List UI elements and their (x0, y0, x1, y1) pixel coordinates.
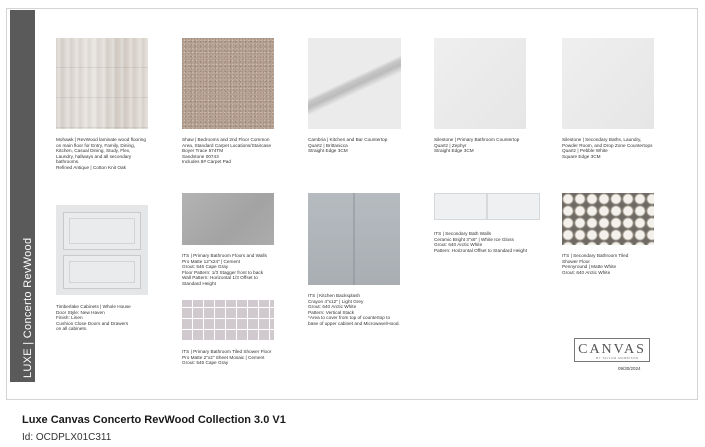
carpet-swatch (182, 38, 274, 129)
board-date: 09/30/2024 (618, 366, 641, 371)
collection-title: Luxe Canvas Concerto RevWood Collection 3.0 V1 (22, 414, 286, 426)
shower-mosaic-caption: ITS | Primary Bathroom Tiled Shower Floor Pro Matte 2"x2" Sheet Mosaic | Cement Grout: 546 Cape Gray (182, 349, 272, 366)
wood-swatch (56, 38, 148, 129)
cabinet-swatch (56, 205, 148, 295)
shower-mosaic-swatch (182, 300, 274, 340)
primary-bath-quartz-swatch (434, 38, 526, 129)
secondary-bath-quartz-swatch (562, 38, 654, 129)
primary-floor-tile-caption: ITS | Primary Bathroom Floors and Walls Pro Matte 12"x24" | Cement Grout: 546 Cape Gray Floor Pattern: 1/3 Stagger front to back Wall Pattern: Horizontal 1/3 Offset to Standard Height (182, 253, 267, 286)
backsplash-swatch (308, 193, 400, 285)
carpet-caption: Shaw | Bedrooms and 2nd Floor Common Area, Standard Carpet Locations/Staircase Boyer Trace 574TM Sandstone 00743 Includes 8# Carpet Pad (182, 137, 272, 165)
logo-subtext: BY TAYLOR MORRISON (596, 356, 639, 360)
primary-bath-quartz-caption: Silestone | Primary Bathroom Countertop Quartz | Zephyr Straight Edge 3CM (434, 137, 520, 154)
penny-tile-swatch (562, 193, 654, 245)
primary-floor-tile-swatch (182, 193, 274, 245)
collection-side-bar (10, 10, 35, 382)
bath-walls-swatch (434, 193, 540, 220)
bath-walls-caption: ITS | Secondary Bath Walls Ceramic Bright 3"x6" | White Ice Gloss Grout: 640 Arctic White Pattern: Horizontal Offset to Standard Height (434, 231, 527, 253)
secondary-bath-quartz-caption: Silestone | Secondary Baths, Laundry, Powder Room, and Drop Zone Countertops Quartz | Pebble White Square Edge 3CM (562, 137, 653, 159)
penny-tile-caption: ITS | Secondary Bathroom Tiled Shower Floor Pennyround | Matte White Grout: 640 Arctic White (562, 253, 629, 275)
collection-side-label: LUXE | Concerto RevWood (22, 237, 34, 378)
cabinet-caption: Timberlake Cabinets | Whole House Door Style: New Haven Finish: Linen Cushion Close Doors and Drawers on all cabinets. (56, 304, 131, 332)
logo-text: CANVAS (578, 342, 646, 357)
backsplash-caption: ITS | Kitchen Backsplash Crayon 4"x12" | Light Grey Grout: 640 Arctic White Pattern: Vertical Stack *Area to cover from top of countertop to base of upper cabinet and Microwave/Hood. (308, 293, 400, 326)
kitchen-quartz-swatch (308, 38, 401, 129)
kitchen-quartz-caption: Cambria | Kitchen and Bar Countertop Quartz | Brittanicca Straight Edge 3CM (308, 137, 388, 154)
wood-caption: Mohawk | RevWood laminate wood flooring on main floor for Entry, Family, Dining, Kitchen, Casual Dining, Study, Flex, Laundry, hallways and all secondary bathrooms. Refined Antique | Cotton Knit Oak (56, 137, 146, 170)
document-id: Id: OCDPLX01C311 (22, 432, 112, 443)
